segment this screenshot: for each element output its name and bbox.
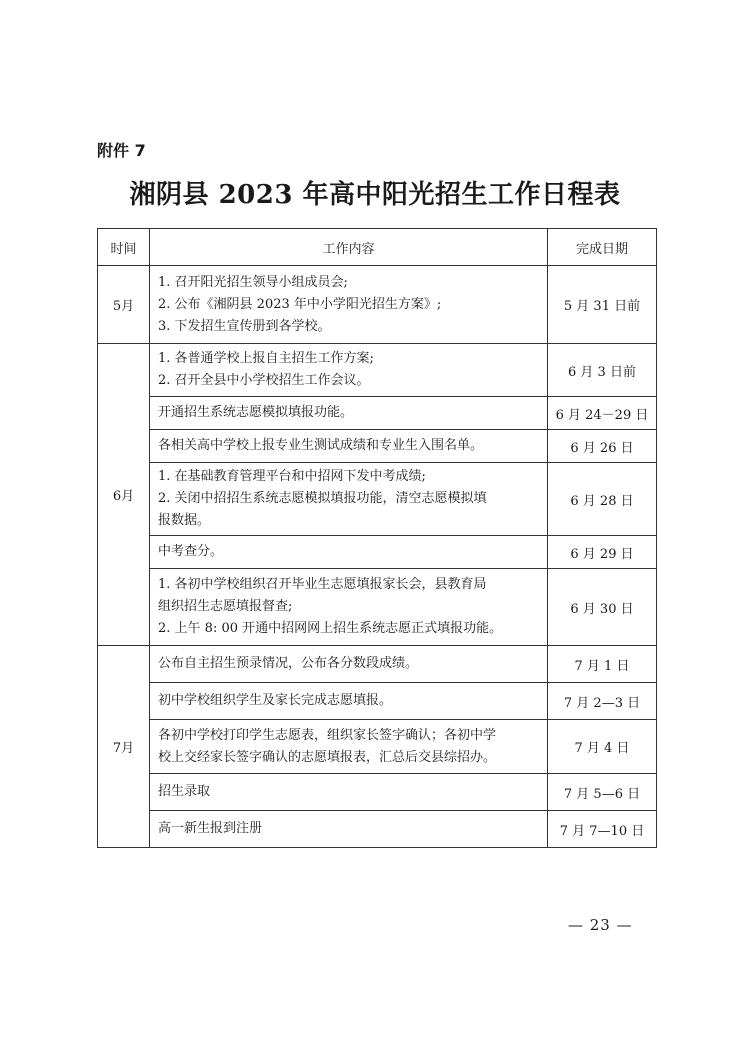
date-cell: 7 月 4 日	[548, 720, 657, 774]
header-date: 完成日期	[548, 229, 657, 266]
page-number: — 23 —	[568, 916, 633, 934]
table-row	[98, 569, 657, 646]
schedule-table	[97, 228, 657, 848]
month-cell: 5月	[98, 266, 150, 344]
content-line: 各初中学校打印学生志愿表，组织家长签字确认；各初中学	[158, 727, 497, 743]
content-line: 招生录取	[158, 784, 211, 799]
table-row	[98, 720, 657, 774]
content-cell	[150, 774, 548, 811]
date-cell: 6 月 24－29 日	[548, 397, 657, 430]
content-cell	[150, 569, 548, 646]
table-row	[98, 774, 657, 811]
content-cell	[150, 683, 548, 720]
date-cell: 5 月 31 日前	[548, 266, 657, 344]
date-cell: 6 月 26 日	[548, 430, 657, 463]
content-line: 1. 各普通学校上报自主招生工作方案;	[158, 351, 374, 366]
content-cell	[150, 344, 548, 397]
month-cell: 7月	[98, 646, 150, 848]
date-cell: 6 月 28 日	[548, 463, 657, 536]
table-row	[98, 536, 657, 569]
content-line: 中考查分。	[158, 544, 224, 559]
date-cell: 6 月 30 日	[548, 569, 657, 646]
table-body	[98, 266, 657, 848]
content-cell	[150, 266, 548, 344]
content-cell	[150, 536, 548, 569]
content-line: 3. 下发招生宣传册到各学校。	[158, 318, 331, 334]
content-cell	[150, 430, 548, 463]
content-line: 校上交经家长签字确认的志愿填报表，汇总后交县综招办。	[158, 749, 497, 765]
content-cell	[150, 811, 548, 848]
table-row	[98, 463, 657, 536]
content-line: 初中学校组织学生及家长完成志愿填报。	[158, 693, 393, 708]
content-line: 1. 召开阳光招生领导小组成员会;	[158, 274, 348, 290]
table-row	[98, 266, 657, 344]
content-line: 组织招生志愿填报督查;	[158, 599, 293, 614]
content-line: 开通招生系统志愿模拟填报功能。	[158, 405, 354, 420]
content-line: 2. 召开全县中小学校招生工作会议。	[158, 373, 370, 388]
content-line: 2. 上午 8: 00 开通中招网网上招生系统志愿正式填报功能。	[158, 621, 503, 636]
content-line: 2. 公布《湘阴县 2023 年中小学阳光招生方案》;	[158, 296, 442, 312]
content-cell	[150, 720, 548, 774]
header-time: 时间	[98, 229, 150, 266]
month-cell: 6月	[98, 344, 150, 646]
content-line: 2. 关闭中招招生系统志愿模拟填报功能，清空志愿模拟填	[158, 491, 487, 506]
content-line: 1. 在基础教育管理平台和中招网下发中考成绩;	[158, 469, 426, 484]
date-cell: 6 月 3 日前	[548, 344, 657, 397]
content-line: 高一新生报到注册	[158, 821, 263, 836]
table-row	[98, 397, 657, 430]
content-line: 报数据。	[158, 513, 211, 528]
date-cell: 7 月 1 日	[548, 646, 657, 683]
date-cell: 6 月 29 日	[548, 536, 657, 569]
annex-label: 附件 7	[97, 141, 146, 160]
table-row	[98, 344, 657, 397]
document-title: 湘阴县 2023 年高中阳光招生工作日程表	[129, 180, 621, 210]
date-cell: 7 月 7—10 日	[548, 811, 657, 848]
date-cell: 7 月 5—6 日	[548, 774, 657, 811]
table-row	[98, 811, 657, 848]
content-line: 1. 各初中学校组织召开毕业生志愿填报家长会，县教育局	[158, 577, 487, 592]
content-line: 公布自主招生预录情况，公布各分数段成绩。	[158, 656, 419, 671]
content-cell	[150, 646, 548, 683]
content-line: 各相关高中学校上报专业生测试成绩和专业生入围名单。	[158, 438, 484, 453]
content-cell	[150, 463, 548, 536]
header-content: 工作内容	[150, 229, 548, 266]
table-row	[98, 646, 657, 683]
content-cell	[150, 397, 548, 430]
date-cell: 7 月 2—3 日	[548, 683, 657, 720]
table-header-row	[98, 229, 657, 266]
table-row	[98, 683, 657, 720]
table-row	[98, 430, 657, 463]
